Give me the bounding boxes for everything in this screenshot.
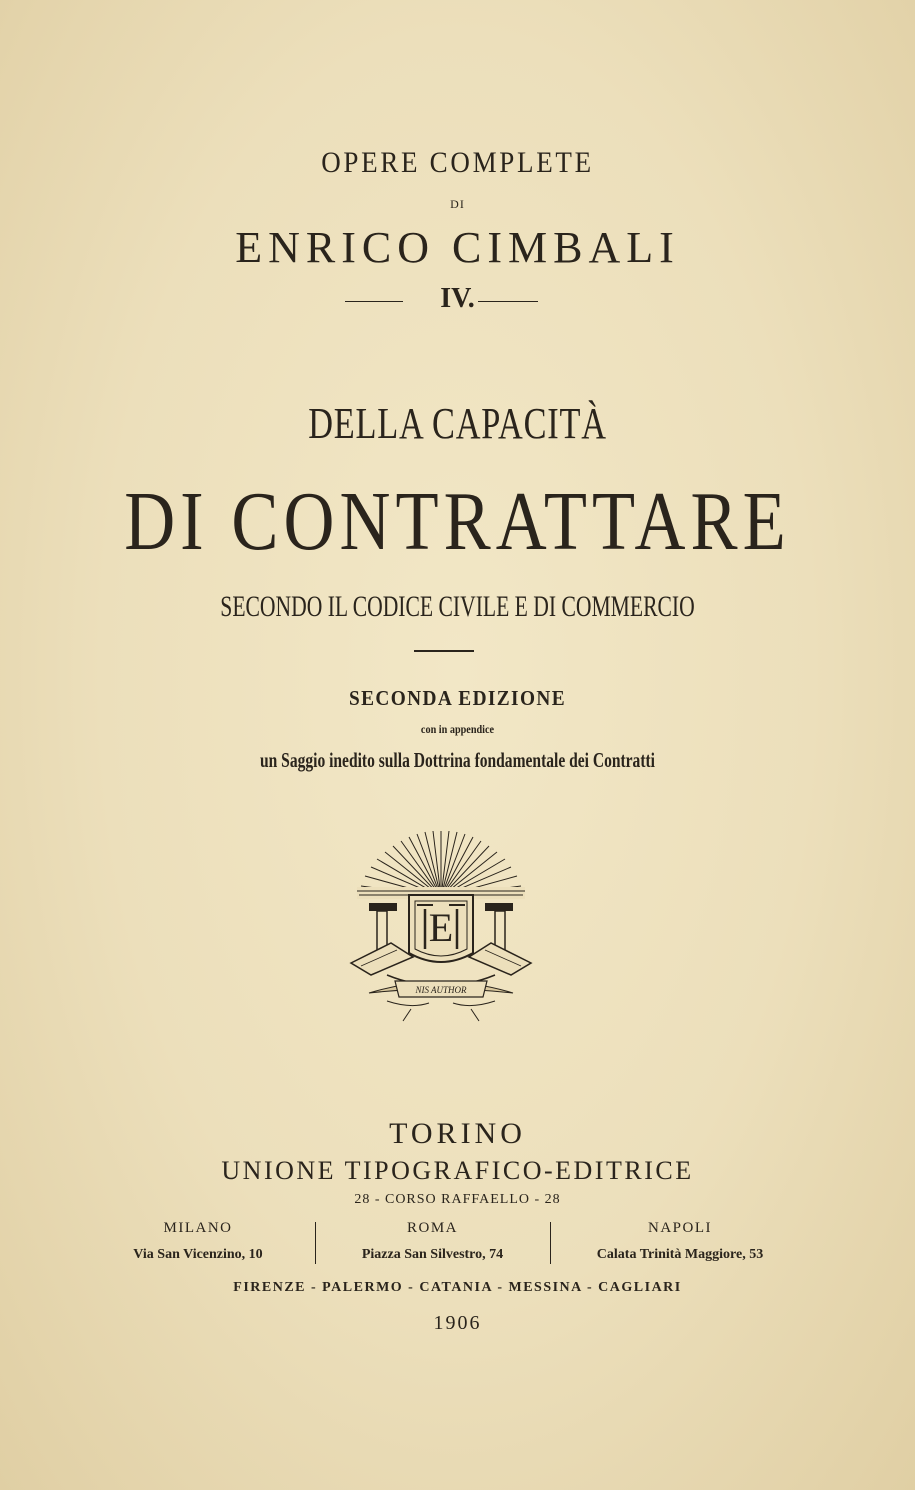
- series-title: OPERE COMPLETE: [321, 146, 594, 179]
- branch-street: Piazza San Silvestro, 74: [361, 1247, 504, 1262]
- author-name: ENRICO CIMBALI: [235, 223, 680, 272]
- edition-label: SECONDA EDIZIONE: [349, 686, 566, 710]
- other-cities: FIRENZE - PALERMO - CATANIA - MESSINA - CAGLIARI: [233, 1280, 682, 1295]
- appendix-intro: con in appendice: [420, 722, 495, 736]
- branch-city: MILANO: [163, 1220, 233, 1236]
- publication-year: 1906: [433, 1312, 482, 1334]
- branch-city: ROMA: [406, 1220, 458, 1236]
- branch-roma: [330, 1220, 535, 1263]
- main-title: DI CONTRATTARE: [124, 475, 791, 568]
- branch-street: Via San Vicenzino, 10: [133, 1247, 263, 1262]
- branch-separator: [550, 1222, 551, 1264]
- branch-street: Calata Trinità Maggiore, 53: [596, 1247, 764, 1262]
- publisher-emblem-icon: [347, 825, 535, 1023]
- branch-napoli: [560, 1220, 800, 1263]
- imprint-city: TORINO: [389, 1117, 526, 1150]
- volume-number: IV.: [440, 283, 475, 314]
- appendix-title: un Saggio inedito sulla Dottrina fondamentale dei Contratti: [260, 748, 655, 772]
- branch-separator: [315, 1222, 316, 1264]
- subtitle: SECONDO IL CODICE CIVILE E DI COMMERCIO: [220, 590, 695, 623]
- volume-rule-right: [478, 301, 538, 302]
- title-line-1: DELLA CAPACITÀ: [308, 399, 607, 448]
- publisher-name: UNIONE TIPOGRAFICO-EDITRICE: [221, 1156, 694, 1185]
- of-label: DI: [450, 197, 465, 211]
- svg-text:E: E: [428, 905, 454, 950]
- branch-city: NAPOLI: [648, 1220, 712, 1236]
- publisher-address: 28 - CORSO RAFFAELLO - 28: [354, 1192, 561, 1207]
- branch-milano: [98, 1220, 298, 1263]
- section-divider: [414, 650, 474, 652]
- svg-text:NIS AUTHOR: NIS AUTHOR: [415, 985, 467, 995]
